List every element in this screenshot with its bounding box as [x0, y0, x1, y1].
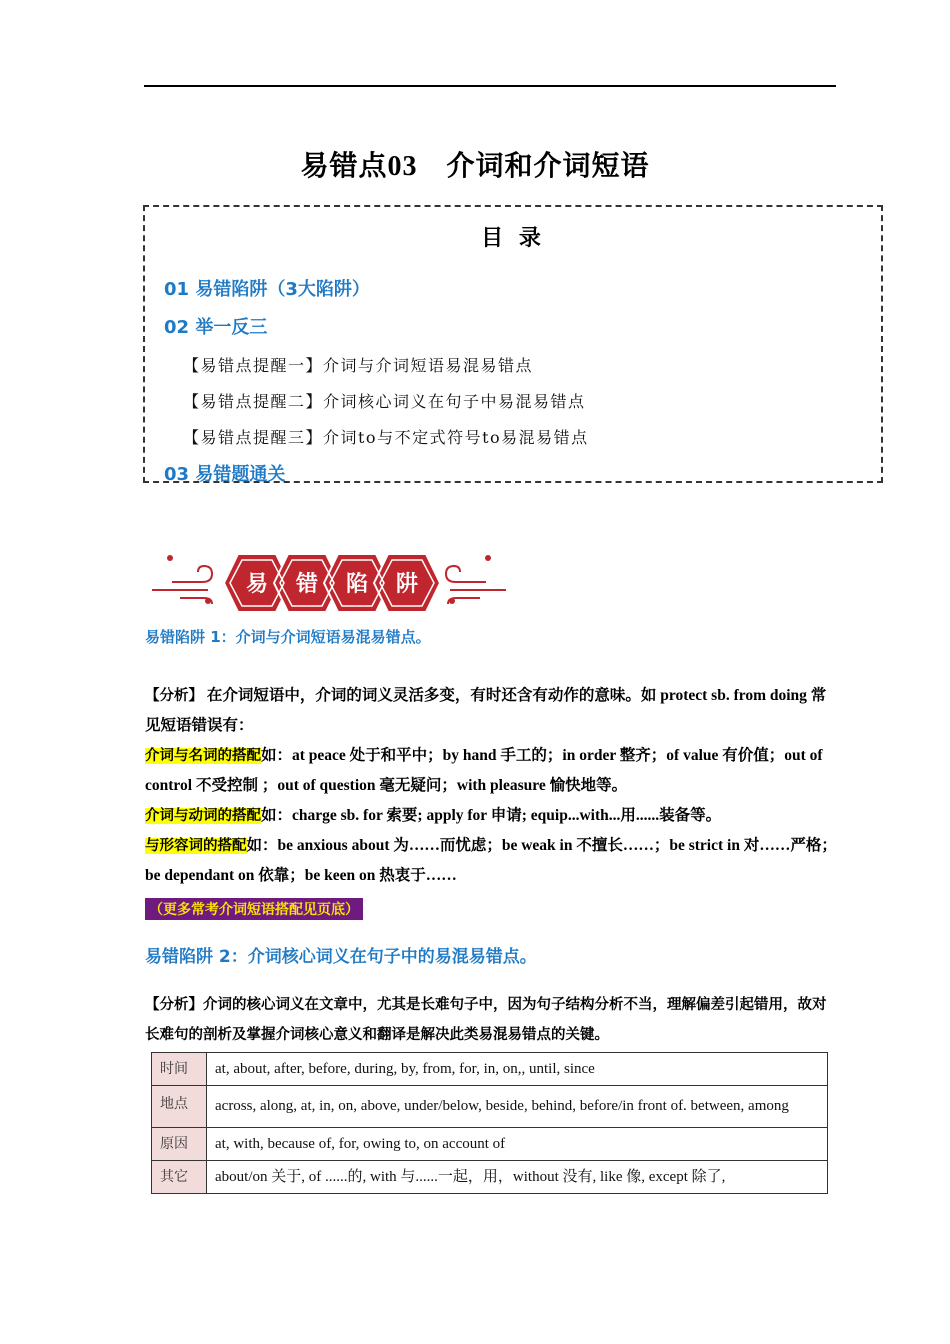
- toc-heading: 目 录: [481, 226, 545, 251]
- document-title: 易错点03 介词和介词短语: [300, 151, 650, 182]
- trap-2-analysis: [145, 990, 838, 1050]
- table-row: [152, 1086, 828, 1128]
- adj-collocation-label: 与形容词的搭配: [145, 838, 247, 854]
- toc-item-1[interactable]: 【易错点提醒一】介词与介词短语易混易错点: [183, 356, 534, 375]
- analysis-label: 【分析】: [145, 997, 203, 1013]
- right-dot: [449, 598, 455, 604]
- noun-collocation-label: 介词与名词的搭配: [145, 748, 261, 764]
- left-dot: [205, 598, 211, 604]
- analysis-text: 介词的核心词义在文章中，尤其是长难句子中，因为句子结构分析不当，理解偏差引起错用，故对长难句的剖析及掌握介词核心意义和翻译是解决此类易混易错点的关键。: [145, 997, 827, 1043]
- row-category: 其它: [152, 1161, 207, 1194]
- left-cloud-ornament: [152, 566, 212, 604]
- banner-char-3: 陷: [345, 572, 369, 597]
- left-dot-top: [167, 555, 173, 561]
- table-of-contents: [143, 205, 883, 483]
- toc-item-2[interactable]: 【易错点提醒二】介词核心词义在句子中易混易错点: [183, 392, 586, 411]
- toc-section-2[interactable]: 02 举一反三: [164, 317, 268, 338]
- row-category: 原因: [152, 1128, 207, 1161]
- trap-2-heading: 易错陷阱 2：介词核心词义在句子中的易混易错点。: [145, 947, 537, 967]
- table-row: [152, 1161, 828, 1194]
- row-value: at, with, because of, for, owing to, on account of: [207, 1128, 828, 1161]
- trap-1-heading: 易错陷阱 1：介词与介词短语易混易错点。: [145, 628, 431, 646]
- table-row: [152, 1128, 828, 1161]
- toc-section-1[interactable]: 01 易错陷阱（3大陷阱）: [164, 279, 370, 300]
- banner-char-1: 易: [245, 572, 269, 597]
- row-value: across, along, at, in, on, above, under/below, beside, behind, before/in front of. between, among: [207, 1086, 828, 1128]
- more-collocations-tag[interactable]: （更多常考介词短语搭配见页底）: [145, 898, 363, 920]
- header-rule: [144, 85, 836, 87]
- row-value: at, about, after, before, during, by, from, for, in, on,, until, since: [207, 1053, 828, 1086]
- analysis-label: 【分析】: [145, 688, 203, 704]
- analysis-text: 在介词短语中，介词的词义灵活多变，有时还含有动作的意味。如 protect sb. from doing 常见短语错误有：: [145, 687, 827, 734]
- row-category: 时间: [152, 1053, 207, 1086]
- noun-collocation-text: 如：at peace 处于和平中；by hand 手工的；in order 整齐；of value 有价值；out of control 不受控制 ；out of question 毫无疑问；with pleasure 愉快地等。: [145, 747, 823, 794]
- trap-banner: [150, 548, 510, 618]
- verb-collocation-text: 如：charge sb. for 索要; apply for 申请; equip...with...用......装备等。: [261, 807, 722, 824]
- toc-item-3[interactable]: 【易错点提醒三】介词to与不定式符号to易混易错点: [183, 428, 589, 447]
- table-row: [152, 1053, 828, 1086]
- trap-1-analysis: [145, 681, 838, 891]
- adj-collocation-text: 如：be anxious about 为……而忧虑；be weak in 不擅长……；be strict in 对……严格；be dependant on 依靠；be keen on 热衷于……: [145, 837, 837, 884]
- right-dot-top: [485, 555, 491, 561]
- verb-collocation-label: 介词与动词的搭配: [145, 808, 261, 824]
- toc-section-3[interactable]: 03 易错题通关: [164, 464, 286, 485]
- row-value: about/on 关于, of ......的, with 与......一起，用，without 没有, like 像, except 除了,: [207, 1161, 828, 1194]
- right-cloud-ornament: [446, 566, 506, 604]
- row-category: 地点: [152, 1086, 207, 1128]
- banner-char-2: 错: [295, 572, 319, 597]
- preposition-table: [151, 1052, 828, 1194]
- banner-char-4: 阱: [395, 572, 419, 597]
